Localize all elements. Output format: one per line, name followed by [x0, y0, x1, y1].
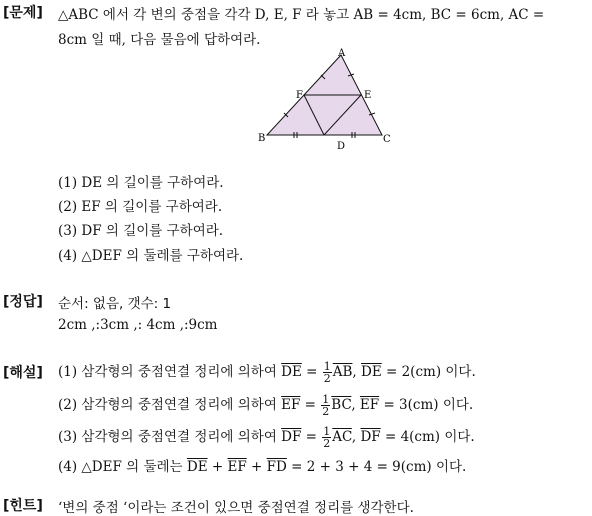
question-3: (3) DF 의 길이를 구하여라. [58, 223, 224, 239]
label-d: D [337, 141, 346, 152]
fraction-half: $\frac{1}{2}$ [323, 360, 331, 385]
question-1: (1) DE 의 길이를 구하여라. [58, 175, 224, 191]
label-f: F [296, 90, 303, 101]
solution-line-2: (2) 삼각형의 중점연결 정리에 의하여 $\overline{EF}$ = $\frac{1}{2}$ $\overline{BC}$, $\overline{EF} = 3(cm)$ 이다. [58, 393, 474, 418]
solution-line-4: (4) △DEF 의 둘레는 $\overline{DE} + \overline{EF} + \overline{FD} = 2 + 3 + 4 = 9(cm)$ 이다. [58, 459, 467, 475]
problem-tag: [문제] [3, 5, 43, 21]
label-b: B [258, 133, 266, 144]
solution-tag: [해설] [3, 365, 43, 381]
label-e: E [364, 90, 372, 101]
problem-line-1: △ABC 에서 각 변의 중점을 각각 D, E, F 라 놓고 AB = 4cm, BC = 6cm, AC = [58, 7, 545, 23]
question-2: (2) EF 의 길이를 구하여라. [58, 199, 223, 215]
triangle-figure [255, 47, 395, 152]
answer-line-2: 2cm ,:3cm ,: 4cm ,:9cm [58, 317, 218, 333]
answer-tag: [정답] [3, 294, 43, 310]
label-c: C [383, 134, 391, 145]
problem-line-2: 8cm 일 때, 다음 물음에 답하여라. [58, 32, 261, 48]
solution-line-3: (3) 삼각형의 중점연결 정리에 의하여 $\overline{DF}$ = $\frac{1}{2}$ $\overline{AC}$, $\overline{DF} = 4(cm)$ 이다. [58, 425, 475, 450]
question-4: (4) △DEF 의 둘레를 구하여라. [58, 248, 244, 264]
label-a: A [338, 48, 346, 59]
hint-text: ‘변의 중점 ‘이라는 조건이 있으면 중점연결 정리를 생각한다. [58, 500, 414, 516]
answer-line-1: 순서: 없음, 갯수: 1 [58, 296, 172, 312]
fraction-half: $\frac{1}{2}$ [323, 425, 331, 450]
hint-tag: [힌트] [3, 498, 43, 514]
solution-line-1: (1) 삼각형의 중점연결 정리에 의하여 $\overline{DE}$ = $\frac{1}{2}$ $\overline{AB}$, $\overline{DE} = 2(cm)$ 이다. [58, 360, 476, 385]
fraction-half: $\frac{1}{2}$ [322, 393, 330, 418]
